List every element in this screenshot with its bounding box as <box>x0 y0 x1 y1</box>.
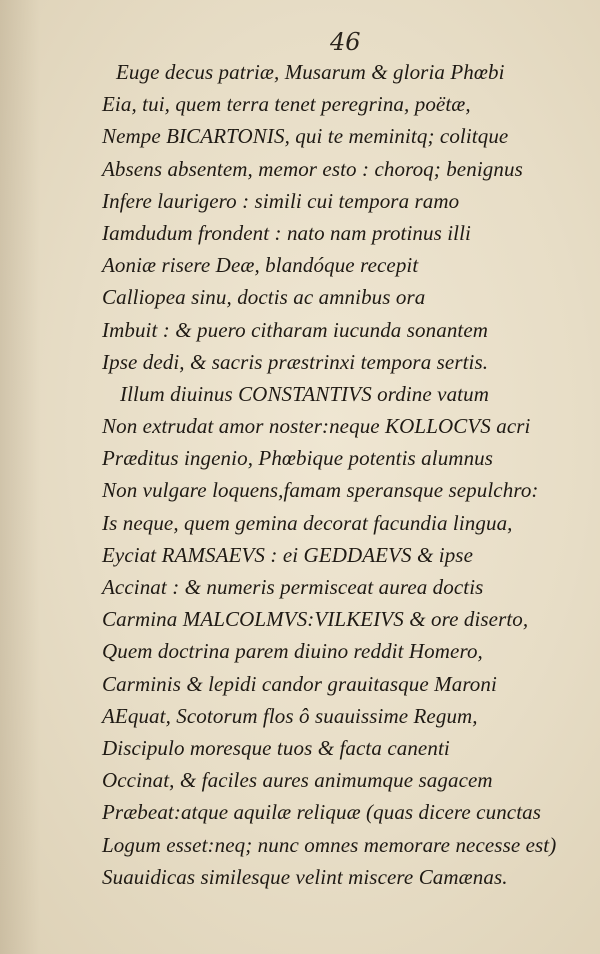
verse-line: Quem doctrina parem diuino reddit Homero, <box>102 639 483 664</box>
verse-line: Non vulgare loquens,famam speransque sepulchro: <box>102 478 539 503</box>
verse-line: Imbuit : & puero citharam iucunda sonantem <box>102 317 489 342</box>
verse-line: Accinat : & numeris permisceat aurea doctis <box>102 575 484 599</box>
verse-line: Non extrudat amor noster:neque KOLLOCVS acri <box>102 414 531 439</box>
verse-line: Logum esset:neq; nunc omnes memorare necesse est) <box>102 832 557 857</box>
page-number: 46 <box>330 28 361 56</box>
verse-line: Nempe BICARTONIS, qui te meminitq; colitque <box>102 124 509 149</box>
verse-line: Euge decus patriæ, Musarum & gloria Phœbi <box>116 60 505 84</box>
verse-line: Eia, tui, quem terra tenet peregrina, poëtæ, <box>102 92 471 117</box>
verse-line: Præbeat:atque aquilæ reliquæ (quas dicere cunctas <box>102 800 542 825</box>
verse-line: Ipse dedi, & sacris præstrinxi tempora sertis. <box>102 349 489 374</box>
verse-line: Eyciat RAMSAEVS : ei GEDDAEVS & ipse <box>102 542 473 567</box>
verse-line: Is neque, quem gemina decorat facundia lingua, <box>102 510 513 535</box>
verse-line: Discipulo moresque tuos & facta canenti <box>102 735 450 760</box>
verse-line: Præditus ingenio, Phœbique potentis alumnus <box>102 446 494 471</box>
verse-line: Suauidicas similesque velint miscere Camænas. <box>102 864 508 889</box>
verse-line: Illum diuinus CONSTANTIVS ordine vatum <box>120 381 489 406</box>
verse-line: Occinat, & faciles aures animumque sagacem <box>102 768 493 793</box>
verse-line: Carminis & lepidi candor grauitasque Maroni <box>102 671 497 696</box>
verse-line: Calliopea sinu, doctis ac amnibus ora <box>102 285 426 310</box>
verse-line: Absens absentem, memor esto : choroq; benignus <box>102 156 523 181</box>
verse-line: Aoniæ risere Deæ, blandóque recepit <box>102 253 419 278</box>
verse-line: Iamdudum frondent : nato nam protinus illi <box>102 220 471 245</box>
verse-line: AEquat, Scotorum flos ô suauissime Regum, <box>102 703 478 728</box>
verse-line: Infere laurigero : simili cui tempora ramo <box>102 188 460 213</box>
verse-line: Carmina MALCOLMVS:VILKEIVS & ore diserto, <box>102 607 529 632</box>
verse-body <box>98 56 598 893</box>
gutter-shadow <box>0 0 40 954</box>
